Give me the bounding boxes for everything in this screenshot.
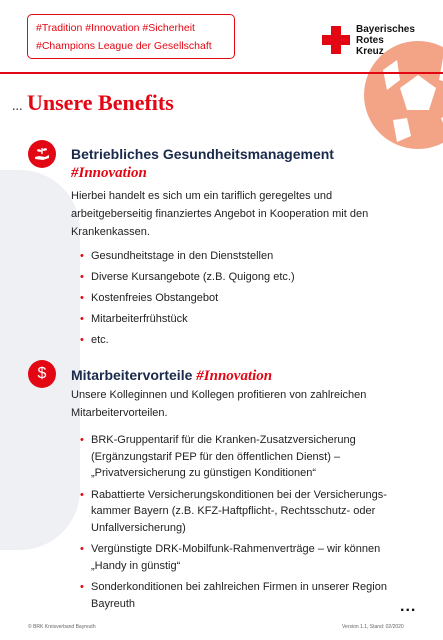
logo-text (356, 24, 415, 57)
red-cross-icon (322, 26, 350, 54)
dollar-sign-icon: $ (28, 360, 56, 388)
list-item: • Sonderkonditionen bei zahlreichen Firmen in unserer Region Bayreuth (80, 579, 410, 612)
list-item: • Mitarbeiterfrühstück (80, 311, 410, 328)
page-title-text: Unsere Benefits (26, 90, 174, 115)
list-item: • Diverse Kursangebote (z.B. Quigong etc.) (80, 269, 410, 286)
section1-tag: #Innovation (71, 165, 147, 181)
hashtag-box (27, 14, 235, 59)
brk-logo (322, 24, 442, 74)
list-item: • BRK-Gruppentarif für die Kranken-Zusatzversicherung (Ergänzungstarif PEP für den öffentlichen Dienst) – „Privatversicherung zu günstigen Konditionen“ (80, 432, 410, 482)
list-item: • Kostenfreies Obstangebot (80, 290, 410, 307)
more-indicator: ... (400, 598, 417, 615)
section2-title: Mitarbeitervorteile (71, 367, 193, 383)
section2-heading (71, 367, 272, 385)
logo-line-2: Rotes (356, 35, 384, 46)
list-item: • Rabattierte Versicherungskonditionen bei der Versicherungs-kammer Bayern (z.B. KFZ-Haftpflicht-, Rechtsschutz- oder Unfallversicherung) (80, 487, 410, 537)
logo-line-1: Bayerisches (356, 24, 415, 35)
logo-line-3: Kreuz (356, 46, 384, 57)
section1-title: Betriebliches Gesundheitsmanagement (71, 146, 334, 162)
page-title (12, 90, 174, 116)
list-item: • etc. (80, 332, 410, 349)
list-item: • Vergünstigte DRK-Mobilfunk-Rahmenverträge – wir können „Handy in günstig“ (80, 541, 410, 574)
section2-tag: #Innovation (196, 368, 273, 384)
title-ellipsis: ... (12, 99, 23, 114)
hashtags-line-2: #Champions League der Gesellschaft (36, 40, 212, 52)
section1-description: Hierbei handelt es sich um ein tariflich geregeltes und arbeitgeberseitig finanziertes Angebot in Kooperation mit den Krankenkassen. (71, 190, 369, 238)
hand-with-plant-icon (28, 140, 56, 168)
section2-description: Unsere Kolleginnen und Kollegen profitieren von zahlreichen Mitarbeitervorteilen. (71, 389, 367, 419)
hashtags-line-1: #Tradition #Innovation #Sicherheit (36, 22, 195, 34)
section2-list (80, 432, 410, 612)
section1-list (80, 248, 410, 349)
footer-version: Version 1.1, Stand: 02/2020 (342, 624, 404, 630)
list-item: • Gesundheitstage in den Dienststellen (80, 248, 410, 265)
footer-copyright: © BRK Kreisverband Bayreuth (28, 624, 96, 630)
